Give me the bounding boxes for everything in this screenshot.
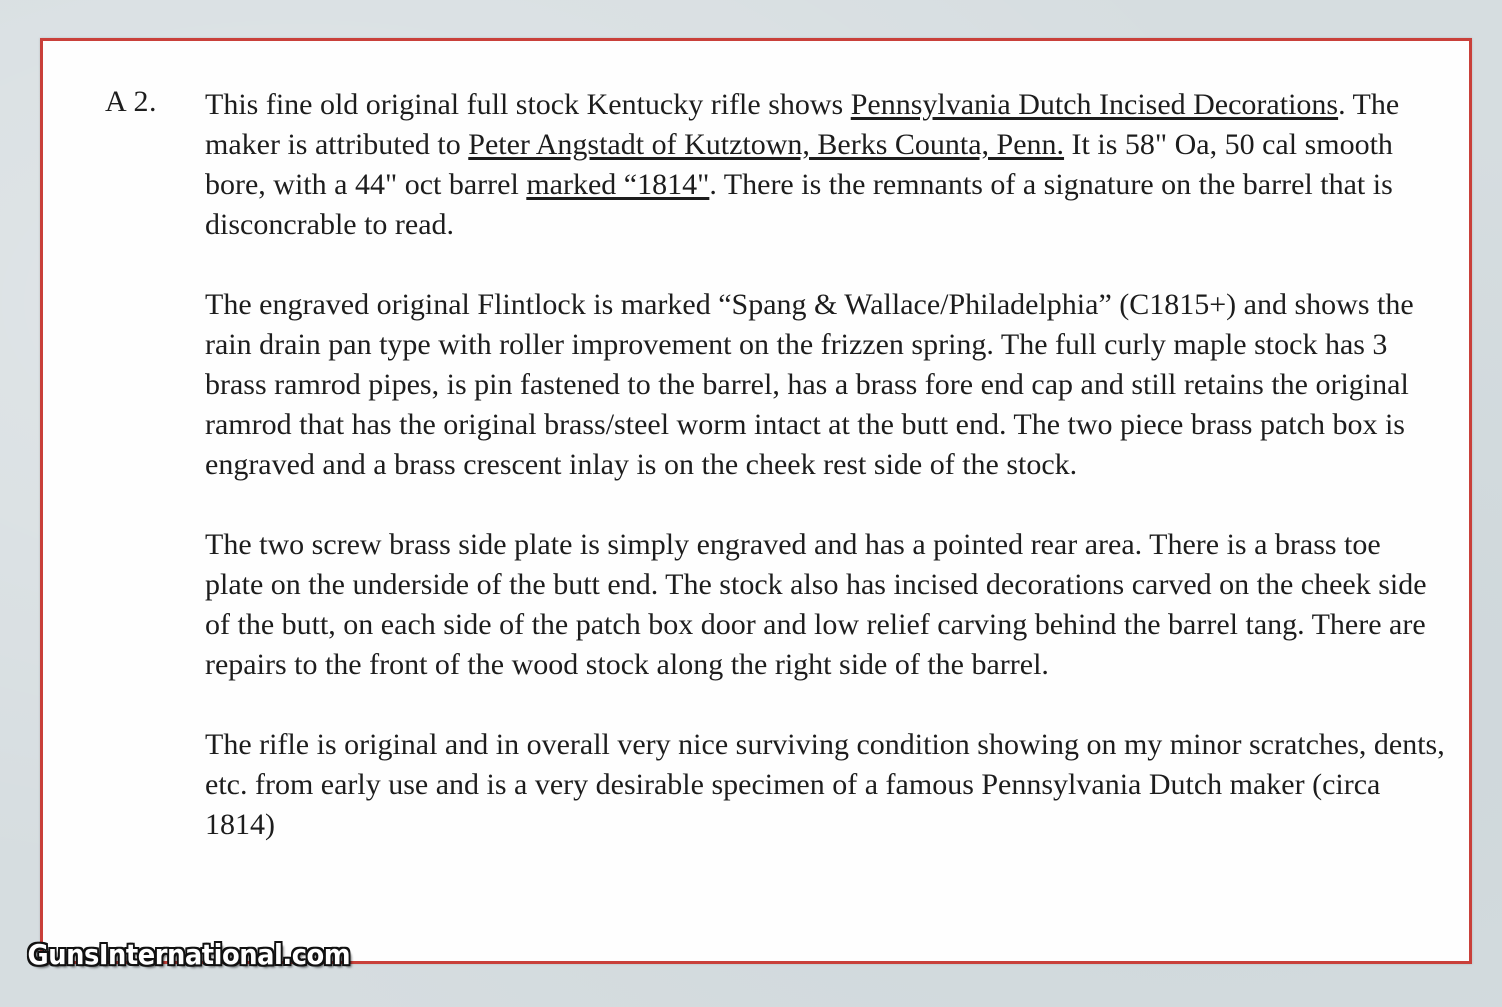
watermark-logo: GunsInternational.com [27,938,351,971]
paragraph-2: The engraved original Flintlock is marked “Spang & Wallace/Philadelphia” (C1815+) and shows the rain drain pan type with roller improvement on the frizzen spring. The full curly maple stock has 3 brass ramrod pipes, is pin fastened to the barrel, has a brass fore end cap and still retains the original ramrod that has the original brass/steel worm intact at the butt end. The two piece brass patch box is engraved and a brass crescent inlay is on the cheek rest side of the stock. [205,288,1414,481]
paragraph-1 [205,85,1445,245]
paragraph-4: The rifle is original and in overall very nice surviving condition showing on my minor scratches, dents, etc. from early use and is a very desirable specimen of a famous Pennsylvania Dutch maker (circa 1814) [205,728,1445,841]
paragraph-1-text-2: . The maker is attributed to [205,88,1400,161]
decoration-style-underlined: Pennsylvania Dutch Incised Decorations [850,88,1339,121]
description-card [40,38,1472,964]
paragraph-1-text-1: This fine old original full stock Kentucky rifle shows [205,88,851,121]
paragraph-3: The two screw brass side plate is simply engraved and has a pointed rear area. There is a brass toe plate on the underside of the butt end. The stock also has incised decorations carved on the cheek side of the butt, on each side of the patch box door and low relief carving behind the barrel tang. There are repairs to the front of the wood stock along the right side of the barrel. [205,528,1427,681]
description-text [205,85,1445,845]
barrel-marking-underlined: marked “1814" [526,168,710,201]
maker-attribution-underlined: Peter Angstadt of Kutztown, Berks Counta, Penn. [468,128,1065,161]
paragraph-1-text-3: It is 58" Oa, 50 cal smooth bore, with a 44" oct barrel [205,128,1393,201]
paragraph-1-text-4: . There is the remnants of a signature on the barrel that is disconcrable to read. [205,168,1393,241]
item-label: A 2. [105,85,158,118]
